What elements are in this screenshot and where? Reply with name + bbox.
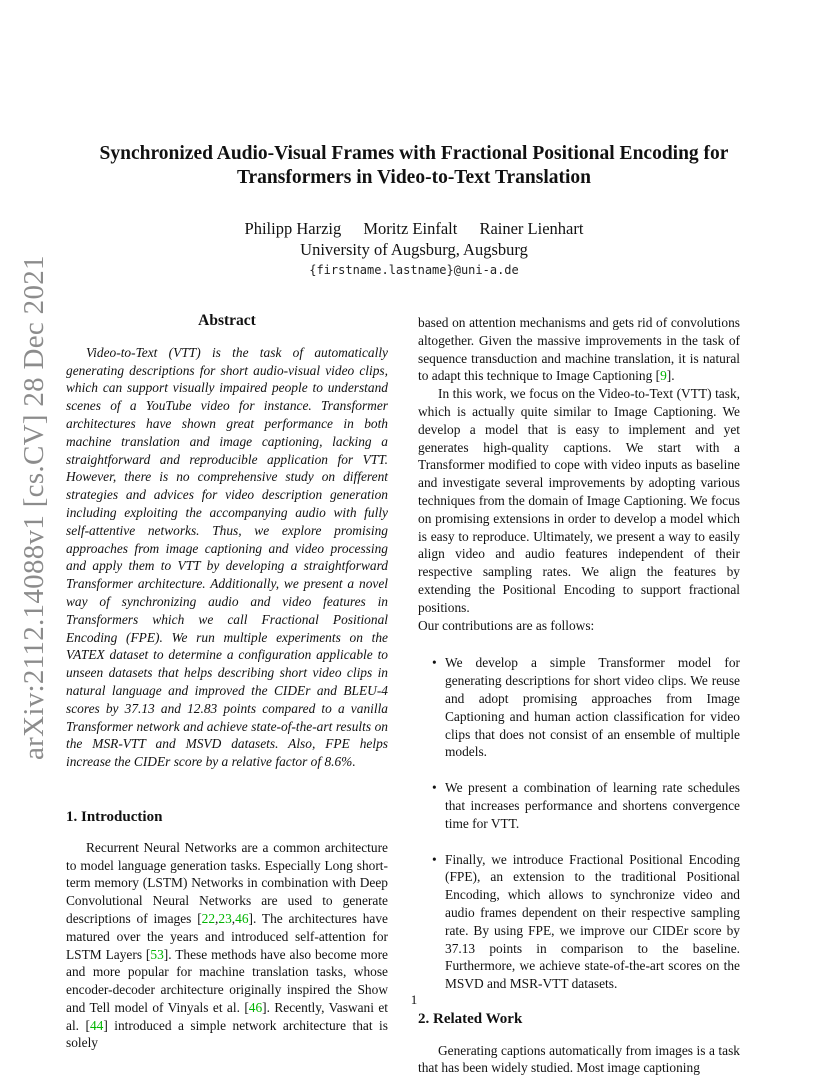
title-line-2: Transformers in Video-to-Text Translation	[236, 167, 592, 188]
bullet-icon: •	[432, 655, 437, 671]
arxiv-identifier: arXiv:2112.14088v1 [cs.CV] 28 Dec 2021	[18, 255, 50, 760]
citation-link[interactable]: 22	[201, 910, 216, 926]
bullet-icon: •	[432, 780, 437, 796]
abstract-heading: Abstract	[198, 312, 256, 329]
section-heading-introduction: 1. Introduction	[66, 808, 163, 825]
author-name: Rainer Lienhart	[479, 219, 584, 238]
paper-title	[60, 142, 768, 190]
title-line-1: Synchronized Audio-Visual Frames with Fractional Positional Encoding for	[99, 143, 729, 164]
affiliation: University of Augsburg, Augsburg	[300, 240, 528, 259]
citation-link[interactable]: 53	[150, 946, 164, 962]
intro-text-fragment: ] introduced a simple network architecture that is solely	[66, 1017, 388, 1051]
abstract-text: Video-to-Text (VTT) is the task of automatically generating descriptions for short audio-visual video clips, which can support visually impaired people to understand scenes of a YouTube video for instance. Transformer architectures have shown great performance in both machine translation and image captioning, lacking a straightforward and reproducible application for VTT. However, there is no comprehensive study on different strategies and advices for video description generation including exploiting the accompanying audio with fully self-attentive networks. Thus, we explore promising approaches from image captioning and video processing and apply them to VTT by developing a straightforward Transformer architecture. Additionally, we present a novel way of synchronizing audio and video features in Transformers which we call Fractional Positional Encoding (FPE). We run multiple experiments on the VATEX dataset to determine a configuration applicable to unseen datasets that helps describing short video clips in natural language and improved the CIDEr and BLEU-4 scores by 37.13 and 12.83 points compared to a vanilla Transformer network and achieve state-of-the-art results on the MSR-VTT and MSVD datasets. Also, FPE helps increase the CIDEr score by a relative factor of 8.6%.	[66, 344, 388, 770]
author-name: Moritz Einfalt	[363, 219, 458, 238]
section-heading-related-work: 2. Related Work	[418, 1010, 523, 1027]
citation-link[interactable]: 46	[248, 999, 263, 1015]
author-name: Philipp Harzig	[244, 219, 342, 238]
author-email: {firstname.lastname}@uni-a.de	[309, 263, 519, 277]
list-item: • Finally, we introduce Fractional Positional Encoding (FPE), an extension to the traditional Positional Encoding, which allows to synchronize video and audio frames dependent on their respective sampling rate. By using FPE, we improve our CIDEr score by 37.13 points in comparison to the baseline. Furthermore, we achieve state-of-the-art scores on the MSVD and MSR-VTT datasets.	[432, 851, 740, 992]
intro-paragraph-1: Recurrent Neural Networks are a common architecture to model language generation tasks. Especially Long short-term memory (LSTM) Networks in combination with Deep Convolutional Neural Networks are used to generate descriptions of images [22,23,46]. The architectures have matured over the years and introduced self-attention for LSTM Layers [53]. These methods have also become more and more popular for machine translation tasks, whose encoder-decoder architecture originally inspired the Show and Tell model of Vinyals et al. [46]. Recently, Vaswani et al. [44] introduced a simple network architecture that is solely	[66, 839, 389, 1051]
right-column	[418, 314, 740, 1077]
citation-link[interactable]: 9	[660, 368, 667, 384]
related-work-paragraph: Generating captions automatically from images is a task that has been widely studied. Most image captioning	[418, 1042, 740, 1076]
author-block	[60, 218, 768, 281]
contributions-list	[418, 654, 740, 993]
list-item: • We present a combination of learning rate schedules that increases performance and shortens convergence time for VTT.	[432, 780, 740, 831]
citation-link[interactable]: 44	[89, 1017, 104, 1033]
list-item: • We develop a simple Transformer model for generating descriptions for short video clips. We reuse and adopt promising approaches from Image Captioning and human action classification for video clips that does not consist of an ensemble of multiple models.	[432, 655, 740, 760]
bullet-icon: •	[432, 851, 437, 867]
intro-paragraph-1-continued: based on attention mechanisms and gets rid of convolutions altogether. Given the massive improvements in the task of sequence transduction and machine translation, it is natural to adapt this technique to Image Captioning [9].	[418, 315, 740, 384]
left-column	[66, 312, 388, 1052]
author-names	[60, 218, 768, 239]
citation-link[interactable]: 23	[218, 910, 232, 926]
page-number: 1	[410, 992, 418, 1007]
contributions-lead: Our contributions are as follows:	[418, 617, 595, 633]
intro-text-fragment: based on attention mechanisms and gets rid of convolutions altogether. Given the massive improvements in the task of sequence transduction and machine translation, it is natural to adapt this technique to Image Captioning [	[418, 315, 740, 384]
citation-link[interactable]: 46	[235, 910, 249, 926]
intro-paragraph-2: In this work, we focus on the Video-to-Text (VTT) task, which is actually quite similar to Image Captioning. We develop a model that is easy to implement and yet generates high-quality captions. We start with a Transformer modified to cope with video inputs as baseline and investigate several improvements by adopting various techniques from the domain of Image Captioning. We focus on promising extensions in order to develop a model which is easy to reproduce. Ultimately, we present a way to easily align video and audio features independent of their respective sampling rates. We align the features by extending the Positional Encoding to support fractional positions.	[418, 386, 740, 615]
